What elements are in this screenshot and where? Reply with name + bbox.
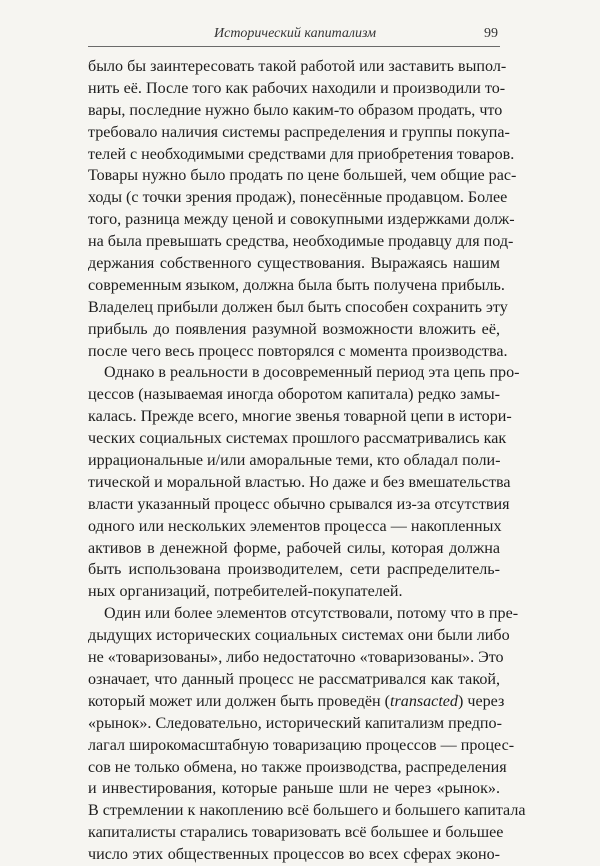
text-line: после чего весь процесс повторялся с момента производства.	[88, 342, 508, 360]
text-line: Владелец прибыли должен был быть способен сохранить эту	[88, 298, 508, 316]
text-line: быть использована производителем, сети распределитель-	[88, 561, 500, 579]
page-header	[88, 22, 500, 47]
text-line: число этих общественных процессов во всех сферах эконо-	[88, 846, 500, 864]
text-line: сов не только обмена, но также производства, распределения	[88, 758, 507, 776]
text-line: вары, последние нужно было каким-то образом продать, что	[88, 101, 503, 119]
text-line: В стремлении к накоплению всё большего и большего капитала	[88, 802, 526, 820]
text-line: лагал широкомасштабную товаризацию процессов — процес-	[88, 736, 515, 754]
text-line: калась. Прежде всего, многие звенья товарной цепи в истори-	[88, 408, 512, 426]
text-line: держания собственного существования. Выражаясь нашим	[88, 255, 500, 273]
paragraph-2	[88, 362, 520, 603]
italic-term: transacted	[390, 692, 458, 710]
text-line: того, разница между ценой и совокупными издержками долж-	[88, 211, 515, 229]
text-line: на была превышать средства, необходимые продавцу для под-	[88, 233, 514, 251]
text-line: иррациональные и/или аморальные теми, кто обладал поли-	[88, 452, 501, 470]
text-line: тической и моральной властью. Но даже и без вмешательства	[88, 473, 511, 491]
text-line: и инвестирования, которые раньше шли не через «рынок».	[88, 780, 500, 798]
text-line: не «товаризованы», либо недостаточно «товаризованы». Это	[88, 649, 504, 667]
text-line: дыдущих исторических социальных системах они были либо	[88, 627, 510, 645]
text-line: было бы заинтересовать такой работой или заставить выпол-	[88, 58, 507, 75]
text-line: Один или более элементов отсутствовали, потому что в пре-	[104, 605, 519, 623]
text-line: Товары нужно было продать по цене большей, чем общие рас-	[88, 167, 517, 185]
page-number: 99	[484, 26, 498, 41]
running-title: Исторический капитализм	[214, 26, 377, 41]
text-line: ных организаций, потребителей-покупателей.	[88, 583, 403, 601]
text-line: «рынок». Следовательно, исторический капитализм предпо-	[88, 714, 502, 732]
text-line: цессов (называемая иногда оборотом капитала) редко замы-	[88, 386, 500, 404]
text-line: нить её. После того как рабочих находили и производили то-	[88, 79, 506, 97]
text-line: капиталисты старались товаризовать всё большее и большее	[88, 824, 504, 842]
text-line: современным языком, должна была быть получена прибыль.	[88, 276, 505, 294]
text-line: означает, что данный процесс не рассматривался как такой,	[88, 670, 500, 688]
text-line: требовало наличия системы распределения и группы покупа-	[88, 123, 510, 141]
text-line: Однако в реальности в досовременный период эта цепь про-	[104, 364, 520, 382]
text-line: прибыль до появления разумной возможности вложить её,	[88, 320, 500, 338]
text-line: одного или нескольких элементов процесса — накопленных	[88, 517, 502, 535]
text-line: телей с необходимыми средствами для приобретения товаров.	[88, 145, 515, 163]
text-line: власти указанный процесс обычно срывался из-за отсутствия	[88, 495, 510, 513]
text-line: ходы (с точки зрения продаж), понесённые продавцом. Более	[88, 189, 508, 207]
text-fragment: ) через	[457, 692, 505, 710]
text-fragment: который может или должен быть проведён (	[88, 692, 391, 710]
text-line: активов в денежной форме, рабочей силы, которая должна	[88, 539, 500, 557]
paragraph-1	[88, 56, 517, 362]
text-line: ческих социальных системах прошлого рассматривались как	[88, 430, 507, 448]
body-text	[88, 56, 526, 866]
text-line-with-italic	[88, 691, 505, 713]
paragraph-3	[88, 603, 526, 866]
